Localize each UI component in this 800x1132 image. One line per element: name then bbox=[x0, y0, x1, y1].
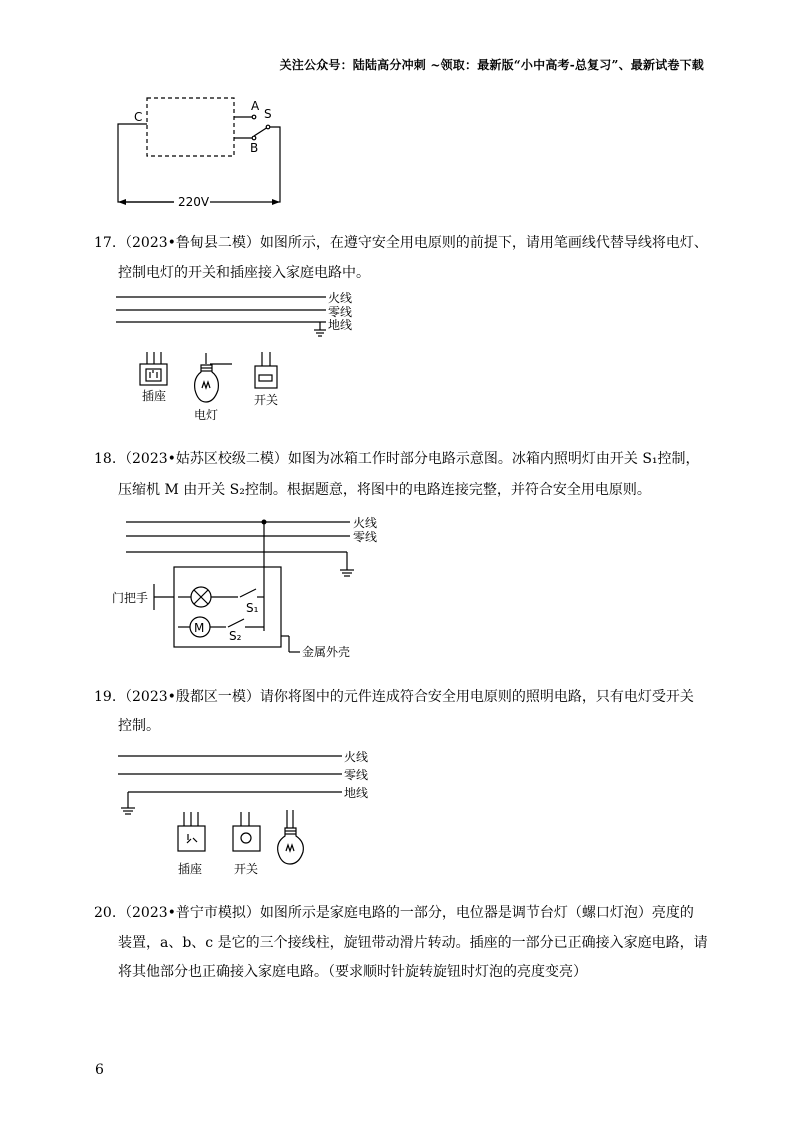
q19-line-2: 控制。 bbox=[118, 718, 160, 734]
q19-switch-icon bbox=[233, 812, 260, 851]
q18-motor-letter: M bbox=[194, 621, 205, 635]
q19-lamp-icon bbox=[278, 810, 304, 864]
q18-label-shell: 金属外壳 bbox=[302, 645, 351, 659]
q18-line-2: 压缩机 M 由开关 S₂控制。根据题意，将图中的电路连接完整，并符合安全用电原则。 bbox=[118, 482, 651, 498]
q19-number: 19. bbox=[94, 689, 117, 705]
q19-socket-icon bbox=[178, 812, 205, 851]
q18-label-live: 火线 bbox=[353, 516, 378, 530]
q19-label-switch: 开关 bbox=[234, 862, 259, 876]
q17-number: 17. bbox=[94, 235, 117, 251]
q17-label-lamp: 电灯 bbox=[194, 408, 219, 422]
q19-label-neutral: 零线 bbox=[344, 768, 369, 782]
q18-label-neutral: 零线 bbox=[353, 530, 378, 544]
q20-line-3: 将其他部分也正确接入家庭电路。（要求顺时针旋转旋钮时灯泡的亮度变亮） bbox=[118, 964, 587, 980]
label-voltage: 220V bbox=[178, 195, 210, 209]
q17-line-1: （2023•鲁甸县二模）如图所示，在遵守安全用电原则的前提下，请用笔画线代替导线将电灯、 bbox=[118, 235, 708, 251]
q19-label-socket: 插座 bbox=[178, 862, 203, 876]
q19-label-live: 火线 bbox=[344, 750, 369, 764]
q19-line-1: （2023•殷都区一模）请你将图中的元件连成符合安全用电原则的照明电路，只有电灯受开关 bbox=[118, 689, 694, 705]
page-number: 6 bbox=[95, 1062, 104, 1078]
label-c: C bbox=[134, 110, 143, 124]
q17-label-live: 火线 bbox=[328, 291, 353, 305]
q20-number: 20. bbox=[94, 905, 117, 921]
label-a: A bbox=[251, 99, 260, 113]
label-b: B bbox=[250, 141, 259, 155]
q18-label-door-handle: 门把手 bbox=[112, 591, 149, 605]
q18-number: 18. bbox=[94, 451, 117, 467]
q17-line-2: 控制电灯的开关和插座接入家庭电路中。 bbox=[118, 265, 370, 281]
q19-label-ground: 地线 bbox=[344, 786, 369, 800]
q17-label-neutral: 零线 bbox=[328, 305, 353, 319]
q17-label-ground: 地线 bbox=[328, 318, 353, 332]
q18-line-1: （2023•姑苏区校级二模）如图为冰箱工作时部分电路示意图。冰箱内照明灯由开关 S₁控制， bbox=[118, 451, 700, 467]
page-header: 关注公众号：陆陆高分冲刺 ~领取：最新版“小中高考-总复习”、最新试卷下载 bbox=[279, 58, 704, 72]
q18-label-s1: S₁ bbox=[246, 601, 259, 615]
q17-label-switch: 开关 bbox=[254, 393, 279, 407]
q20-line-2: 装置，a、b、c 是它的三个接线柱，旋钮带动滑片转动。插座的一部分已正确接入家庭电路，请 bbox=[118, 935, 708, 951]
q17-label-socket: 插座 bbox=[142, 389, 167, 403]
q18-label-s2: S₂ bbox=[229, 629, 242, 643]
q20-line-1: （2023•普宁市模拟）如图所示是家庭电路的一部分，电位器是调节台灯（螺口灯泡）亮度的 bbox=[118, 905, 694, 921]
label-s: S bbox=[264, 107, 272, 121]
